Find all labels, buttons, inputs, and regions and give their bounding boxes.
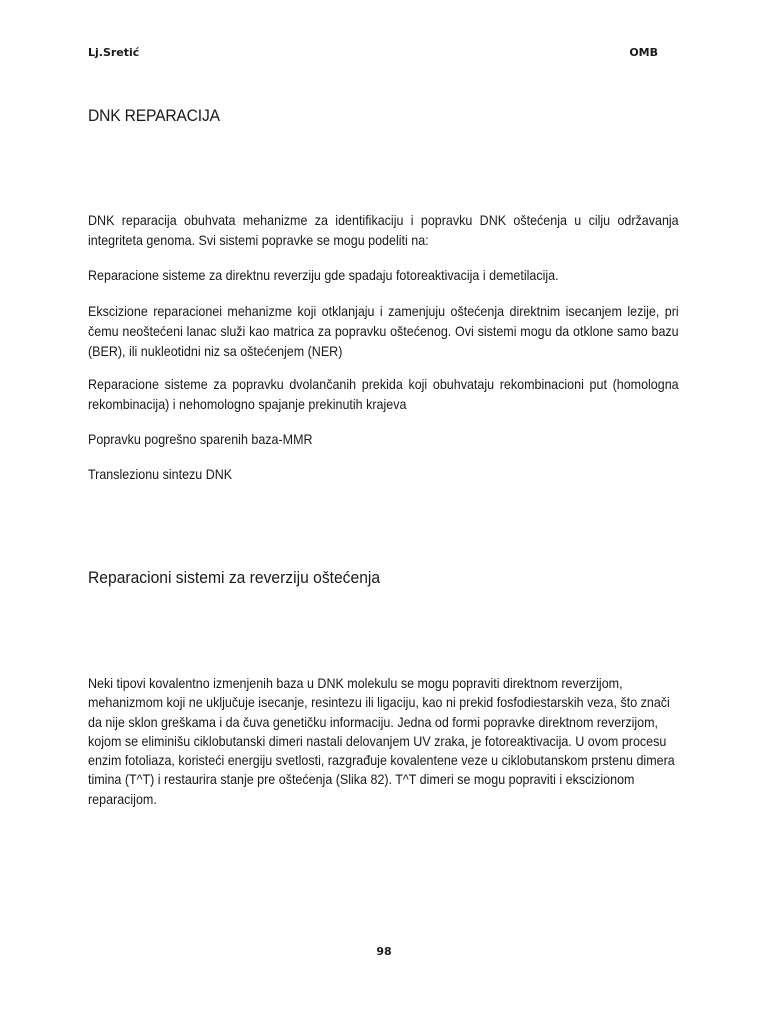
intro-paragraph-block xyxy=(88,211,679,251)
section-paragraph: Neki tipovi kovalentno izmenjenih baza u DNK molekulu se mogu popraviti direktnom reverzijom, mehanizmom koji ne uključuje isecanje, resintezu ili ligaciju, kao ni prekid fosfodiestarskih veza, što znači da nije sklon greškama i da čuva genetičku informaciju. Jedna od formi popravke direktnom reverzijom, kojom se eliminišu ciklobutanski dimeri nastali delovanjem UV zraka, je fotoreaktivacija. U ovom procesu enzim fotoliaza, koristeći energiju svetlosti, razgrađuje kovalentene veze u ciklobutanskom prstenu dimera timina (T^T) i restaurira stanje pre oštećenja (Slika 82). T^T dimeri se mogu popraviti i ekscizionom reparacijom. xyxy=(88,676,675,807)
list-item xyxy=(88,266,679,286)
page-title: DNK REPARACIJA xyxy=(88,106,220,125)
list-item xyxy=(88,430,679,450)
list-item-text: Reparacione sisteme za popravku dvolančanih prekida koji obuhvataju rekombinacioni put (homologna rekombinacija) i nehomologno spajanje prekinutih krajeva xyxy=(88,377,679,412)
list-item-text: Ekscizione reparacionei mehanizme koji otklanjaju i zamenjuju oštećenja direktnim isecanjem lezije, pri čemu neoštećeni lanac služi kao matrica za popravku oštećenog. Ovi sistemi mogu da otklone samo bazu (BER), ili nukleotidni niz sa oštećenjem (NER) xyxy=(88,304,679,359)
list-item-text: Reparacione sisteme za direktnu reverziju gde spadaju fotoreaktivacija i demetilacija. xyxy=(88,268,559,283)
page-number: 98 xyxy=(376,945,392,958)
list-item xyxy=(88,375,679,415)
list-item xyxy=(88,465,679,485)
section-heading: Reparacioni sistemi za reverziju oštećenja xyxy=(88,568,381,587)
list-item-text: Translezionu sintezu DNK xyxy=(88,467,233,482)
intro-paragraph: DNK reparacija obuhvata mehanizme za identifikaciju i popravku DNK oštećenja u cilju održavanja integriteta genoma. Svi sistemi popravke se mogu podeliti na: xyxy=(88,213,679,248)
list-item-text: Popravku pogrešno sparenih baza-MMR xyxy=(88,432,313,447)
list-item xyxy=(88,302,679,362)
header-author: Lj.Sretić xyxy=(88,46,140,59)
section-paragraph-block xyxy=(88,674,679,809)
header-course: OMB xyxy=(629,46,658,59)
